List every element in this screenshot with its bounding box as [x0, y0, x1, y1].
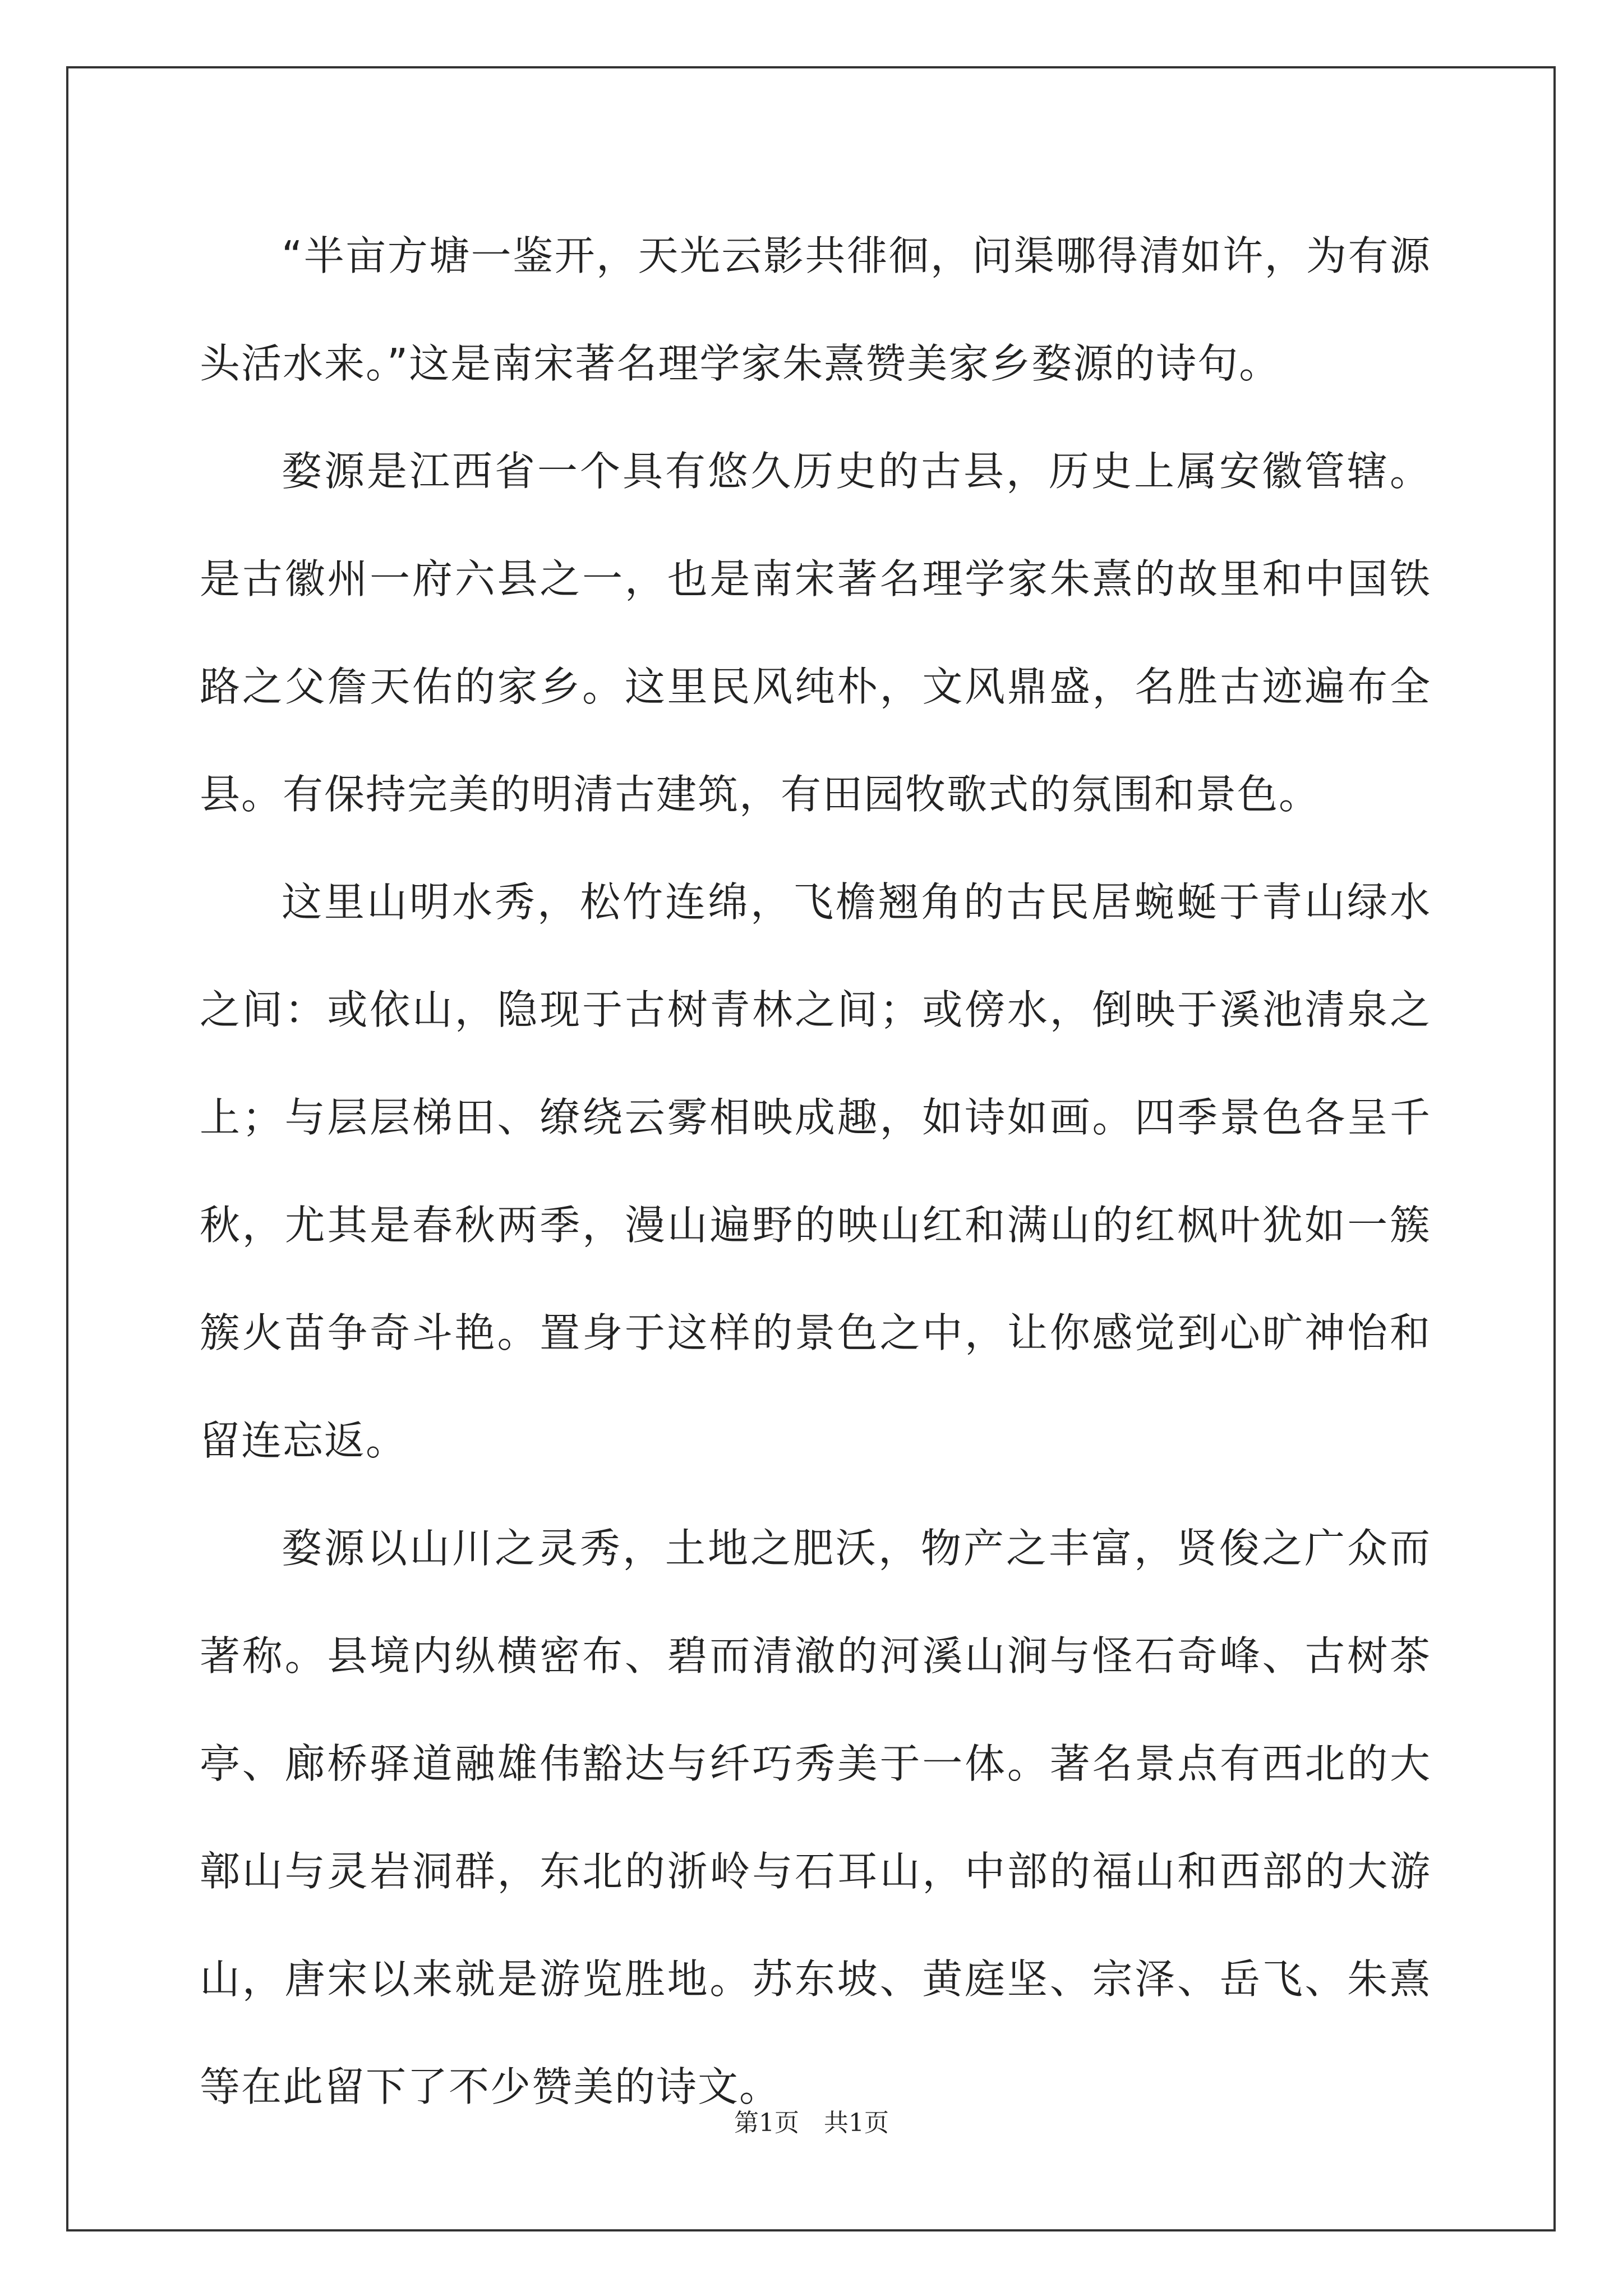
paragraph-2: 婺源是江西省一个具有悠久历史的古县，历史上属安徽管辖。是古徽州一府六县之一，也是南宋著名理学家朱熹的故里和中国铁路之父詹天佑的家乡。这里民风纯朴，文风鼎盛，名胜古迹遍布全县。有保持完美的明清古建筑，有田园牧歌式的氛围和景色。 [200, 448, 1431, 818]
document-body [200, 202, 1431, 2141]
page-footer: 第1页 共1页 [734, 2109, 889, 2137]
paragraph-3: 这里山明水秀，松竹连绵，飞檐翘角的古民居蜿蜒于青山绿水之间：或依山，隐现于古树青林之间；或傍水，倒映于溪池清泉之上；与层层梯田、缭绕云雾相映成趣，如诗如画。四季景色各呈千秋，尤其是春秋两季，漫山遍野的映山红和满山的红枫叶犹如一簇簇火苗争奇斗艳。置身于这样的景色之中，让你感觉到心旷神怡和留连忘返。 [200, 878, 1431, 1464]
paragraph-4: 婺源以山川之灵秀，土地之肥沃，物产之丰富，贤俊之广众而著称。县境内纵横密布、碧而清澈的河溪山涧与怪石奇峰、古树茶亭、廊桥驿道融雄伟豁达与纤巧秀美于一体。著名景点有西北的大鄣山与灵岩洞群，东北的浙岭与石耳山，中部的福山和西部的大游山，唐宋以来就是游览胜地。苏东坡、黄庭坚、宗泽、岳飞、朱熹等在此留下了不少赞美的诗文。 [200, 1525, 1431, 2110]
paragraph-1: “半亩方塘一鉴开，天光云影共徘徊，问渠哪得清如许，为有源头活水来。”这是南宋著名理学家朱熹赞美家乡婺源的诗句。 [200, 232, 1431, 387]
